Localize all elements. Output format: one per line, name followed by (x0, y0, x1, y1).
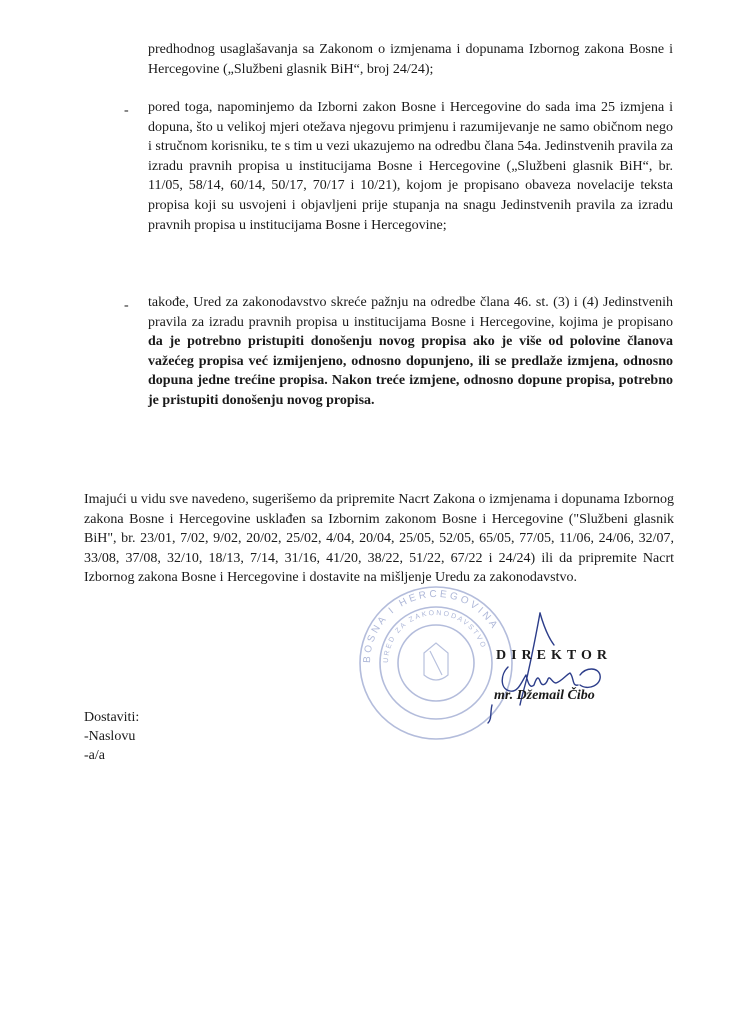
delivery-heading: Dostaviti: (84, 710, 140, 725)
handwritten-signature (470, 605, 620, 725)
paragraph-conclusion: Imajući u vidu sve navedeno, sugerišemo da pripremite Nacrt Zakona o izmjenama i dopunama Izbornog zakona Bosne i Hercegovine usklađen sa Izbornim zakonom Bosne i Hercegovine ("Službeni glasnik BiH", br. 23/01, 7/02, 9/02, 20/02, 25/02, 4/04, 20/04, 25/05, 52/05, 65/05, 77/05, 11/06, 24/06, 32/07, 33/08, 37/08, 32/10, 18/13, 7/14, 31/16, 41/20, 38/22, 51/22, 67/22 i 24/24) ili da pripremite Nacrt Izbornog zakona Bosne i Hercegovine i dostavite na mišljenje Uredu za zakonodavstvo. (84, 492, 674, 586)
paragraph-rules-text: takođe, Ured za zakonodavstvo skreće pažnju na odredbe člana 46. st. (3) i (4) Jedinstvenih pravila za izradu pravnih propisa u institucijama Bosne i Hercegovine, kojima je propisano (148, 295, 673, 330)
delivery-item: -a/a (84, 748, 105, 763)
delivery-item: -Naslovu (84, 729, 136, 744)
paragraph-rules-note (148, 293, 673, 411)
signatory-name: mr. Džemail Čibo (494, 688, 595, 703)
bullet-dash: - (124, 103, 129, 118)
stamp-outer-text: BOSNA I HERCEGOVINA (361, 588, 501, 664)
paragraph-rules-bold-text: da je potrebno pristupiti donošenju novog propisa ako je više od polovine članova važećeg propisa već izmijenjeno, odnosno dopunjeno, ili se predlaže izmjena, odnosno dopuna jedne trećine propisa. Nakon treće izmjene, odnosno dopune propisa, potrebno je pristupiti donošenju novog propisa. (148, 334, 673, 408)
stamp-inner-text: URED ZA ZAKONODAVSTVO (382, 609, 487, 664)
delivery-block (84, 708, 139, 765)
paragraph-continuation: predhodnog usaglašavanja sa Zakonom o izmjenama i dopunama Izbornog zakona Bosne i Hercegovine („Službeni glasnik BiH“, broj 24/24); (148, 42, 673, 77)
bullet-dash: - (124, 298, 129, 313)
signature-title: DIREKTOR (496, 648, 612, 663)
paragraph-amendments-note: pored toga, napominjemo da Izborni zakon Bosne i Hercegovine do sada ima 25 izmjena i dopuna, što u velikoj mjeri otežava njegovu primjenu i razumijevanje ne samo običnom nego i stručnom korisniku, te s tim u vezi ukazujemo na odredbu člana 54a. Jedinstvenih pravila za izradu pravnih propisa u institucijama Bosne i Hercegovine („Službeni glasnik BiH“, br. 11/05, 58/14, 60/14, 50/17, 70/17 i 10/21), kojom je propisano obaveza novelacije teksta propisa koji su usvojeni i objavljeni prije stupanja na snagu Jedinstvenih pravila za izradu pravnih propisa u institucijama Bosne i Hercegovine; (148, 100, 673, 233)
